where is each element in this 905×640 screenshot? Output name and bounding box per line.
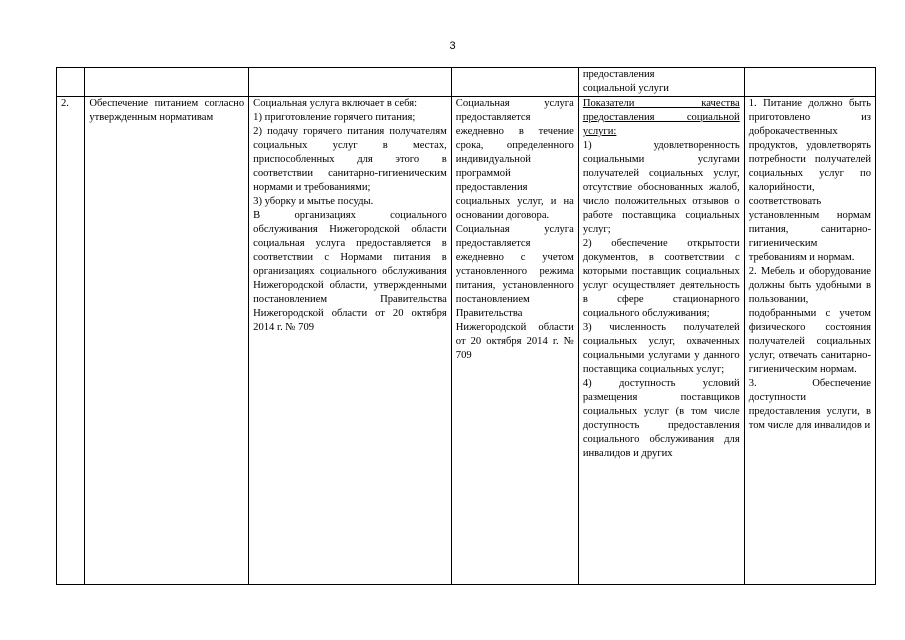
- quality-indicators-cell: [578, 97, 744, 585]
- row-number: 2.: [61, 98, 69, 109]
- table-cell: [57, 68, 85, 97]
- quality-indicators: 1) удовлетворенность социальными услугами получателей социальных услуг, отсутствие обоснованных жалоб, число положительных отзывов о работе поставщика социальных услуг; 2) обеспечение открытости документов, в соответствии с которыми поставщик социальных услуг осуществляет деятельность в сфере стационарного социального обслуживания; 3) численность получателей социальных услуг, охваченных социальными услугами у данного поставщика социальных услуг; 4) доступность условий размещения поставщиков социальных услуг (в том числе доступность предоставления социального обслуживания для инвалидов и других: [582, 140, 740, 459]
- service-terms: Социальная услуга предоставляется ежедневно в течение срока, определенного индивидуальной программой предоставления социальных услуг, и на основании договора. Социальная услуга предоставляется ежедневно с учетом установленного режима питания, установленного постановлением Правительства Нижегородской области от 20 октября 2014 г. № 709: [455, 98, 574, 361]
- table-row: [57, 97, 876, 585]
- service-conditions-cell: [744, 97, 875, 585]
- service-content-cell: [249, 97, 452, 585]
- service-name: Обеспечение питанием согласно утвержденным нормативам: [89, 98, 245, 123]
- table-cell-quality-cont: [578, 68, 744, 97]
- service-terms-cell: [451, 97, 578, 585]
- table-row: [57, 68, 876, 97]
- table-cell: [85, 68, 249, 97]
- table-cell: [249, 68, 452, 97]
- service-content: Социальная услуга включает в себя: 1) приготовление горячего питания; 2) подачу горячего питания получателям социальных услуг в местах, приспособленных для этого в соответствии санитарно-гигиеническим нормами и требованиями; 3) уборку и мытье посуды. В организациях социального обслуживания Нижегородской области социальная услуга предоставляется в соответствии с Нормами питания в организациях социального обслуживания Нижегородской области, утвержденными постановлением Правительства Нижегородской области от 20 октября 2014 г. № 709: [253, 98, 447, 333]
- table-cell: [744, 68, 875, 97]
- row-number-cell: [57, 97, 85, 585]
- quality-indicators-heading: Показатели качества предоставления социальной услуги:: [582, 98, 740, 137]
- page-number: 3: [449, 40, 456, 52]
- quality-continuation-text: предоставления социальной услуги: [582, 69, 669, 94]
- service-conditions: 1. Питание должно быть приготовлено из доброкачественных продуктов, удовлетворять потребности получателей социальных услуг по калорийности, соответствовать установленным нормам питания, санитарно-гигиеническим требованиям и нормам. 2. Мебель и оборудование должны быть удобными в пользовании, подобранными с учетом физического состояния получателей социальных услуг, отвечать санитарно-гигиеническим нормам. 3. Обеспечение доступности предоставления услуги, в том числе для инвалидов и: [748, 98, 871, 431]
- services-table: [56, 67, 876, 585]
- table-cell: [451, 68, 578, 97]
- service-name-cell: [85, 97, 249, 585]
